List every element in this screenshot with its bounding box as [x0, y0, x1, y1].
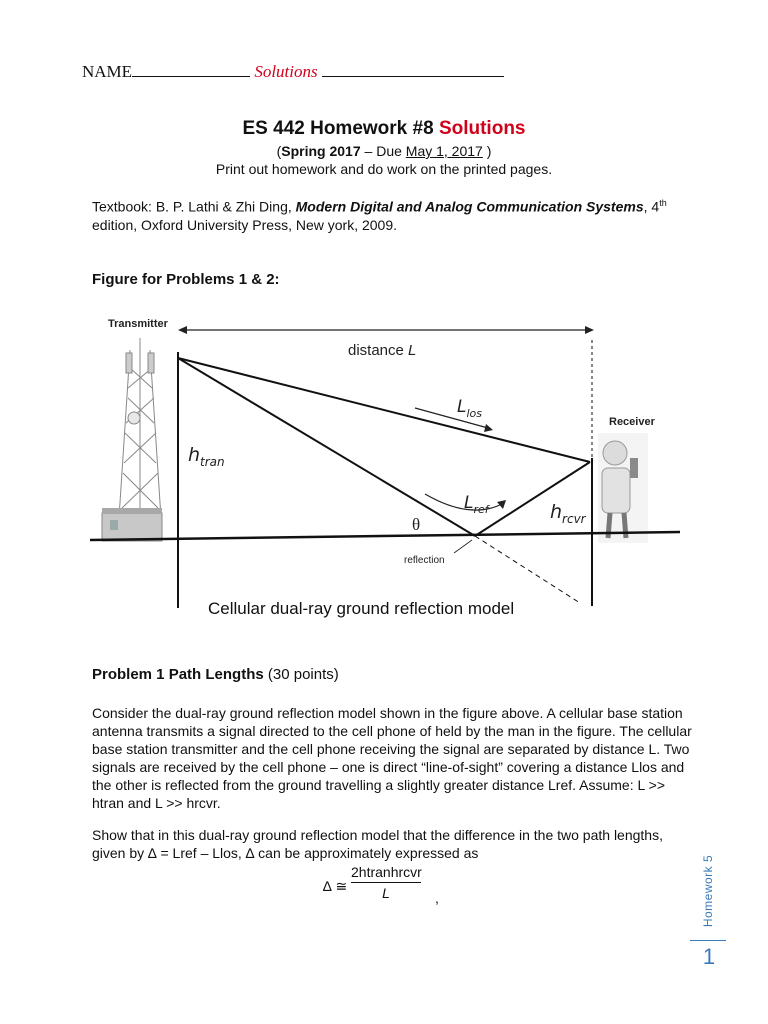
term: Spring 2017 — [281, 143, 361, 159]
los-ray — [178, 358, 590, 462]
textbook-reference: Textbook: B. P. Lathi & Zhi Ding, Modern Digital and Analog Communication Systems, 4th edition, Oxford University Press, New york, 2009. — [92, 198, 667, 233]
transmitter-tower-icon — [118, 338, 162, 533]
figure-dual-ray — [90, 308, 690, 638]
problem1-points: (30 points) — [267, 666, 339, 683]
label-distance: distance L — [348, 342, 417, 359]
label-theta: θ — [412, 515, 421, 534]
delta-formula: ∆ ≅ 2htranhrcvr L , — [323, 864, 439, 906]
image-ray — [475, 536, 580, 603]
name-line — [82, 60, 504, 82]
label-transmitter: Transmitter — [108, 318, 168, 330]
formula-denominator: L — [382, 885, 390, 901]
figure-heading: Figure for Problems 1 & 2: — [92, 271, 280, 288]
problem1-paragraph1: Consider the dual-ray ground reflection model shown in the figure above. A cellular base station antenna transmits a signal directed to the cell phone of held by the man in the figure. The cellular base station transmitter and the cell phone receiving the signal are separated by distance L. Two signals are received by the cell phone – one is direct “line-of-sight” covering a distance Llos and the other is reflected from the ground travelling a slightly greater distance Lref. Assume: L >> htran and L >> hrcvr. — [92, 705, 692, 811]
label-h-tran: $h_{tran}$ — [188, 444, 225, 469]
label-reflection: reflection — [404, 555, 445, 566]
figure-caption: Cellular dual-ray ground reflection model — [208, 599, 515, 618]
problem1-paragraph2: Show that in this dual-ray ground reflection model that the difference in the two path lengths, given by ∆ = Lref – Llos, ∆ can be approximately expressed as — [92, 827, 663, 861]
side-label: Homework 5 — [701, 854, 715, 928]
title-main: ES 442 Homework #8 — [242, 118, 434, 139]
name-value: Solutions — [254, 62, 318, 81]
equipment-shed-icon — [102, 508, 162, 541]
name-label: NAME — [82, 62, 133, 81]
label-receiver: Receiver — [609, 416, 655, 428]
subtitle — [0, 142, 768, 178]
receiver-person-icon — [598, 433, 648, 543]
page-number: 1 — [702, 944, 716, 969]
label-l-ref: $L_{ref}$ — [464, 493, 489, 516]
formula-fraction — [351, 864, 421, 901]
problem1-heading: Problem 1 Path Lengths (30 points) — [92, 666, 339, 683]
dual-ray-diagram — [90, 308, 690, 638]
book-title: Modern Digital and Analog Communication Systems — [295, 198, 644, 215]
page-title — [0, 118, 768, 140]
label-h-rcvr: $h_{rcvr}$ — [550, 501, 586, 526]
name-underline-right — [322, 60, 504, 77]
formula-numerator: 2htranhrcvr — [351, 864, 421, 883]
instructions: Print out homework and do work on the printed pages. — [215, 161, 553, 177]
name-underline-left — [132, 60, 250, 77]
label-l-los: $L_{los}$ — [457, 397, 483, 420]
title-highlight: Solutions — [438, 118, 526, 139]
due-date: May 1, 2017 — [405, 143, 483, 159]
subtitle-due-line: (Spring 2017 – Due May 1, 2017 ) — [276, 143, 492, 159]
incident-ray — [178, 358, 475, 536]
side-marker — [690, 836, 726, 946]
